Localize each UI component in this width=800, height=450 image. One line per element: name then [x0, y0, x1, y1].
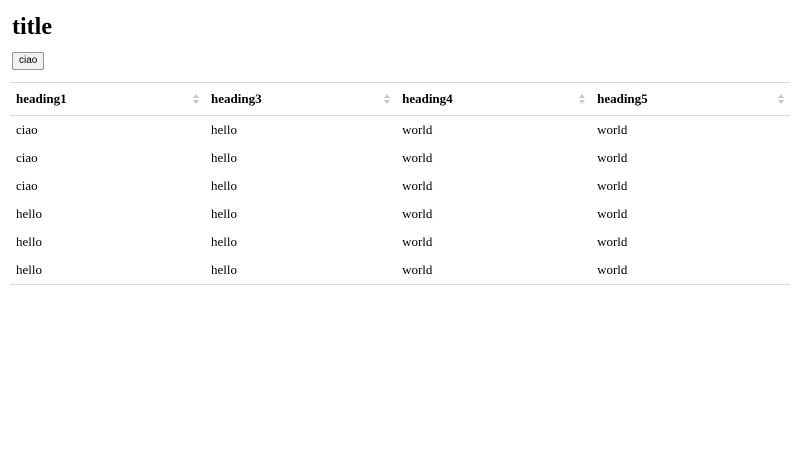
table-row	[10, 200, 790, 228]
table-cell: hello	[211, 122, 237, 138]
table-cell: world	[402, 234, 433, 250]
sort-icon[interactable]	[384, 94, 390, 104]
table-cell: world	[597, 150, 628, 166]
column-header-heading3[interactable]	[205, 83, 396, 116]
table-row	[10, 172, 790, 200]
table-row	[10, 116, 790, 145]
table-cell: hello	[211, 150, 237, 166]
table-cell: world	[597, 178, 628, 194]
table-cell: world	[597, 234, 628, 250]
table-row	[10, 256, 790, 285]
table-cell: world	[402, 150, 433, 166]
column-header-label: heading4	[402, 91, 453, 107]
table-cell: ciao	[16, 178, 38, 194]
table-cell: hello	[16, 206, 42, 222]
column-header-heading4[interactable]	[396, 83, 591, 116]
page-title: title	[12, 14, 52, 40]
table-cell: world	[597, 206, 628, 222]
table-cell: hello	[211, 178, 237, 194]
column-header-label: heading3	[211, 91, 262, 107]
ciao-button[interactable]: ciao	[12, 52, 44, 70]
data-table	[10, 82, 790, 285]
table-cell: hello	[16, 234, 42, 250]
sort-icon[interactable]	[579, 94, 585, 104]
table-cell: world	[402, 206, 433, 222]
table-row	[10, 144, 790, 172]
table-header-row	[10, 83, 790, 116]
column-header-heading1[interactable]	[10, 83, 205, 116]
sort-icon[interactable]	[193, 94, 199, 104]
table-cell: hello	[211, 206, 237, 222]
sort-icon[interactable]	[778, 94, 784, 104]
table-row	[10, 228, 790, 256]
table-cell: world	[402, 122, 433, 138]
table-cell: ciao	[16, 150, 38, 166]
table-cell: world	[396, 256, 591, 285]
table-header	[10, 83, 790, 116]
column-header-label: heading5	[597, 91, 648, 107]
table-body	[10, 116, 790, 285]
table-cell: hello	[205, 256, 396, 285]
table-cell: world	[591, 256, 790, 285]
table-cell: world	[402, 178, 433, 194]
table-cell: world	[597, 122, 628, 138]
column-header-label: heading1	[16, 91, 67, 107]
table-cell: hello	[10, 256, 205, 285]
table-cell: ciao	[16, 122, 38, 138]
toolbar	[12, 50, 790, 70]
table-cell: hello	[211, 234, 237, 250]
column-header-heading5[interactable]	[591, 83, 790, 116]
